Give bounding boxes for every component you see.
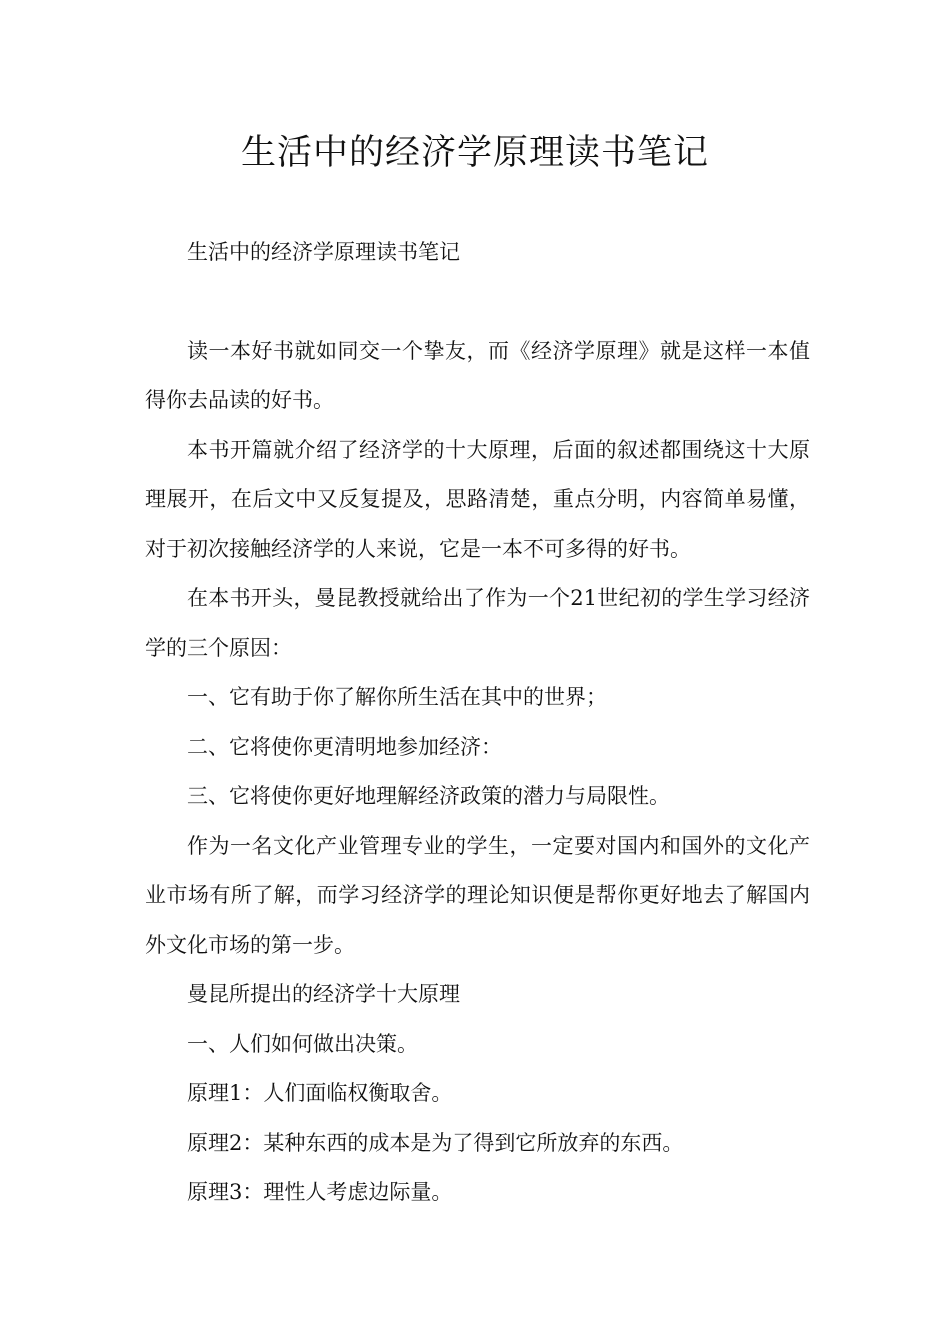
paragraph-student: 作为一名文化产业管理专业的学生，一定要对国内和国外的文化产业市场有所了解，而学习经济学的理论知识便是帮你更好地去了解国内外文化市场的第一步。 [145, 833, 810, 957]
paragraph-overview: 本书开篇就介绍了经济学的十大原理，后面的叙述都围绕这十大原理展开，在后文中又反复提及，思路清楚，重点分明，内容简单易懂，对于初次接触经济学的人来说，它是一本不可多得的好书。 [145, 437, 810, 561]
principle-3: 原理3：理性人考虑边际量。 [187, 1180, 453, 1204]
section-heading-decisions: 一、人们如何做出决策。 [187, 1031, 418, 1056]
list-item-reason-2: 二、它将使你更清明地参加经济： [187, 734, 502, 759]
document-body [145, 228, 810, 1218]
section-heading-principles: 曼昆所提出的经济学十大原理 [187, 982, 460, 1006]
principle-1: 原理1：人们面临权衡取舍。 [187, 1081, 453, 1105]
paragraph-reasons: 在本书开头，曼昆教授就给出了作为一个21世纪初的学生学习经济学的三个原因： [145, 586, 810, 660]
list-item-reason-3: 三、它将使你更好地理解经济政策的潜力与局限性。 [187, 784, 670, 808]
list-item-reason-1: 一、它有助于你了解你所生活在其中的世界； [187, 685, 607, 709]
document-subtitle: 生活中的经济学原理读书笔记 [187, 240, 460, 264]
paragraph-intro: 读一本好书就如同交一个挚友，而《经济学原理》就是这样一本值得你去品读的好书。 [145, 338, 810, 412]
principle-2: 原理2：某种东西的成本是为了得到它所放弃的东西。 [187, 1130, 684, 1155]
document-title: 生活中的经济学原理读书笔记 [240, 133, 709, 173]
